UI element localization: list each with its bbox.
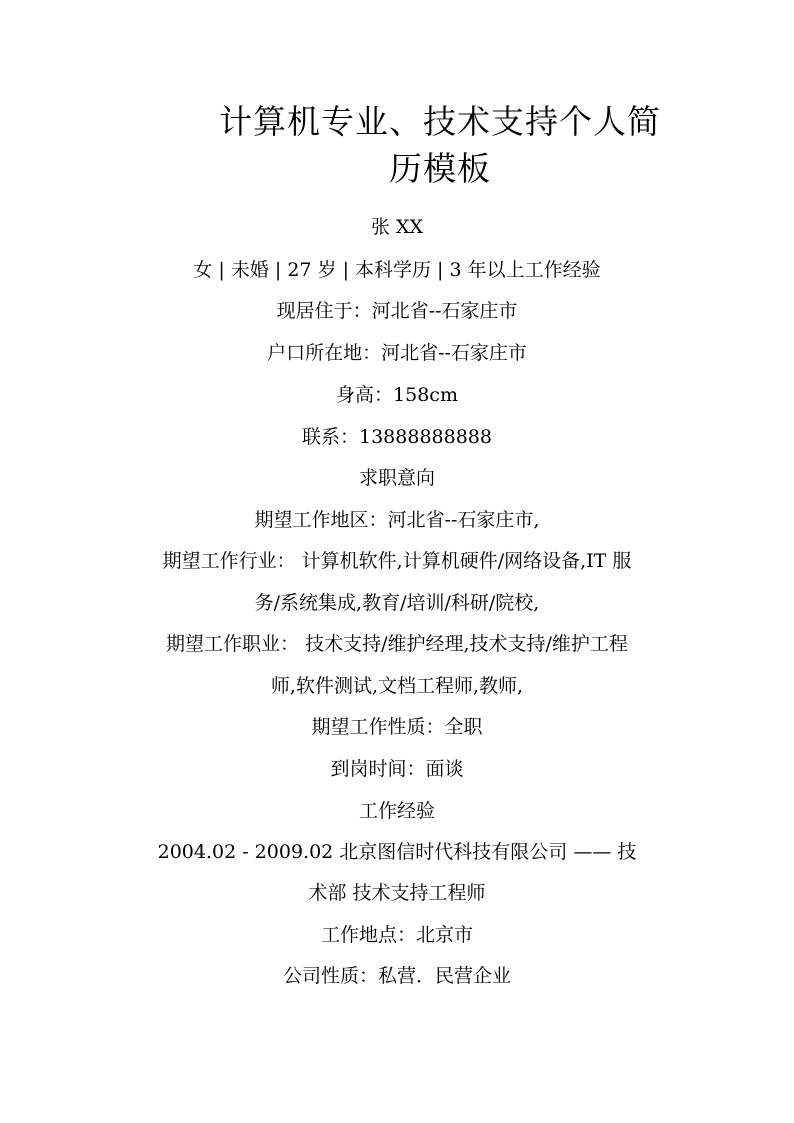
expected-position-line-1: 期望工作职业： 技术支持/维护经理,技术支持/维护工程 bbox=[166, 633, 628, 655]
experience-entry-line-2: 术部 技术支持工程师 bbox=[308, 882, 486, 904]
title-line-2: 历模板 bbox=[389, 149, 491, 188]
company-type: 公司性质：私营．民营企业 bbox=[282, 965, 511, 987]
expected-position-line-2: 师,软件测试,文档工程师,教师, bbox=[270, 675, 524, 697]
work-location: 工作地点：北京市 bbox=[320, 924, 473, 946]
document-title bbox=[200, 98, 680, 192]
expected-job-type: 期望工作性质：全职 bbox=[311, 716, 483, 738]
height-info: 身高：158cm bbox=[336, 384, 458, 406]
job-intent-heading: 求职意向 bbox=[358, 467, 435, 489]
applicant-name: 张 XX bbox=[370, 216, 424, 238]
personal-summary: 女 | 未婚 | 27 岁 | 本科学历 | 3 年以上工作经验 bbox=[193, 259, 601, 281]
current-residence: 现居住于：河北省--石家庄市 bbox=[276, 300, 518, 322]
hukou-location: 户口所在地：河北省--石家庄市 bbox=[267, 342, 527, 364]
expected-location: 期望工作地区：河北省--石家庄市, bbox=[254, 509, 540, 531]
title-line-1: 计算机专业、技术支持个人简 bbox=[219, 102, 661, 141]
availability: 到岗时间：面谈 bbox=[330, 758, 464, 780]
contact-info: 联系：13888888888 bbox=[302, 426, 492, 448]
work-experience-heading: 工作经验 bbox=[358, 800, 435, 822]
expected-industry-line-2: 务/系统集成,教育/培训/科研/院校, bbox=[254, 592, 540, 614]
expected-industry-line-1: 期望工作行业： 计算机软件,计算机硬件/网络设备,IT 服 bbox=[162, 550, 632, 572]
experience-entry-line-1: 2004.02 - 2009.02 北京图信时代科技有限公司 —— 技 bbox=[157, 841, 637, 863]
